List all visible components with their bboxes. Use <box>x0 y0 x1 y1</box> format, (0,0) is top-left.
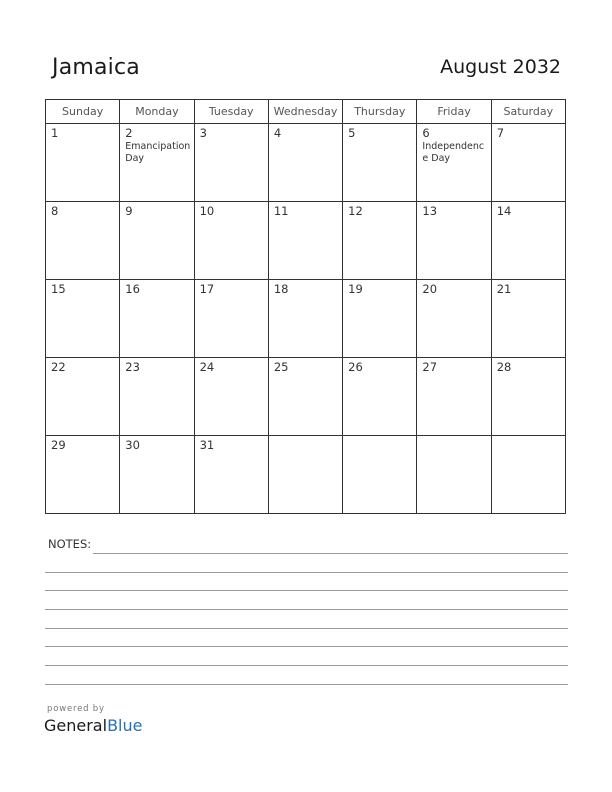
day-number: 23 <box>125 360 140 374</box>
day-number: 28 <box>496 360 512 374</box>
day-cell <box>46 358 120 436</box>
day-cell <box>417 124 491 202</box>
calendar-grid <box>45 99 566 514</box>
note-line <box>45 590 568 591</box>
day-number: 8 <box>51 204 59 218</box>
note-line <box>45 646 568 647</box>
day-cell <box>268 202 342 280</box>
day-cell <box>120 280 194 358</box>
day-number: 25 <box>273 360 289 374</box>
day-number: 20 <box>422 282 438 296</box>
day-number: 14 <box>496 204 512 218</box>
day-number <box>417 436 490 439</box>
holiday-label <box>46 140 119 141</box>
week-row <box>46 358 566 436</box>
day-cell <box>491 436 565 514</box>
day-number: 31 <box>199 438 215 452</box>
week-row <box>46 202 566 280</box>
day-number: 22 <box>51 360 66 374</box>
day-number: 26 <box>348 360 363 374</box>
day-cell <box>46 202 120 280</box>
day-cell <box>343 202 417 280</box>
powered-by-text: powered by <box>47 704 105 714</box>
day-number: 6 <box>422 126 430 140</box>
day-number: 15 <box>51 282 66 296</box>
brand-blue: Blue <box>107 716 143 735</box>
day-cell <box>268 124 342 202</box>
day-number: 9 <box>125 204 133 218</box>
day-cell <box>343 124 417 202</box>
day-cell <box>343 280 417 358</box>
day-cell <box>46 436 120 514</box>
day-number: 16 <box>125 282 140 296</box>
month-title: August 2032 <box>440 56 561 78</box>
note-line <box>45 628 568 629</box>
note-line <box>45 572 568 573</box>
day-number: 19 <box>348 282 363 296</box>
day-number: 1 <box>51 126 59 140</box>
day-cell <box>194 436 268 514</box>
day-number: 10 <box>199 204 215 218</box>
day-number: 30 <box>125 438 140 452</box>
day-number: 21 <box>496 282 512 296</box>
day-cell <box>268 358 342 436</box>
day-cell <box>491 280 565 358</box>
holiday-label <box>269 140 342 141</box>
day-number: 17 <box>199 282 215 296</box>
week-row <box>46 436 566 514</box>
day-cell <box>417 358 491 436</box>
weekday-header: Sunday <box>46 100 120 124</box>
note-line <box>45 665 568 666</box>
day-number: 12 <box>348 204 363 218</box>
notes-label: NOTES: <box>48 537 92 551</box>
holiday-label <box>343 140 416 141</box>
day-cell <box>194 202 268 280</box>
day-number: 29 <box>51 438 66 452</box>
day-cell <box>46 124 120 202</box>
day-number <box>269 436 342 439</box>
day-cell <box>268 436 342 514</box>
day-cell <box>120 202 194 280</box>
weekday-header: Monday <box>120 100 194 124</box>
holiday-label <box>195 140 268 141</box>
day-number: 7 <box>496 126 505 140</box>
brand-logo <box>44 716 142 735</box>
day-cell <box>417 280 491 358</box>
day-number <box>492 436 565 439</box>
day-cell <box>491 124 565 202</box>
day-number <box>343 436 416 439</box>
week-row <box>46 280 566 358</box>
note-line <box>45 609 568 610</box>
note-line <box>93 553 568 554</box>
day-cell <box>343 358 417 436</box>
weekday-header: Wednesday <box>268 100 342 124</box>
day-number: 24 <box>199 360 215 374</box>
note-line <box>45 684 568 685</box>
day-cell <box>491 358 565 436</box>
day-cell <box>417 436 491 514</box>
day-cell <box>46 280 120 358</box>
day-cell <box>120 436 194 514</box>
holiday-label: Emancipation Day <box>125 141 191 164</box>
day-number: 5 <box>348 126 356 140</box>
day-cell <box>120 124 194 202</box>
holiday-label <box>492 140 565 141</box>
day-number: 4 <box>273 126 282 140</box>
day-cell <box>120 358 194 436</box>
day-cell <box>491 202 565 280</box>
country-title: Jamaica <box>52 55 140 80</box>
day-cell <box>268 280 342 358</box>
day-cell <box>194 358 268 436</box>
day-number: 11 <box>273 204 289 218</box>
weekday-header: Saturday <box>491 100 565 124</box>
day-cell <box>343 436 417 514</box>
weekday-header: Friday <box>417 100 491 124</box>
week-row <box>46 124 566 202</box>
brand-general: General <box>44 716 108 735</box>
day-cell <box>194 280 268 358</box>
weekday-header: Thursday <box>343 100 417 124</box>
holiday-label: Independence Day <box>422 141 485 164</box>
weekday-header-row <box>46 100 566 124</box>
day-number: 27 <box>422 360 438 374</box>
day-number: 3 <box>199 126 207 140</box>
day-cell <box>417 202 491 280</box>
day-number: 18 <box>273 282 289 296</box>
day-number: 2 <box>125 126 133 140</box>
day-number: 13 <box>422 204 438 218</box>
day-cell <box>194 124 268 202</box>
weekday-header: Tuesday <box>194 100 268 124</box>
